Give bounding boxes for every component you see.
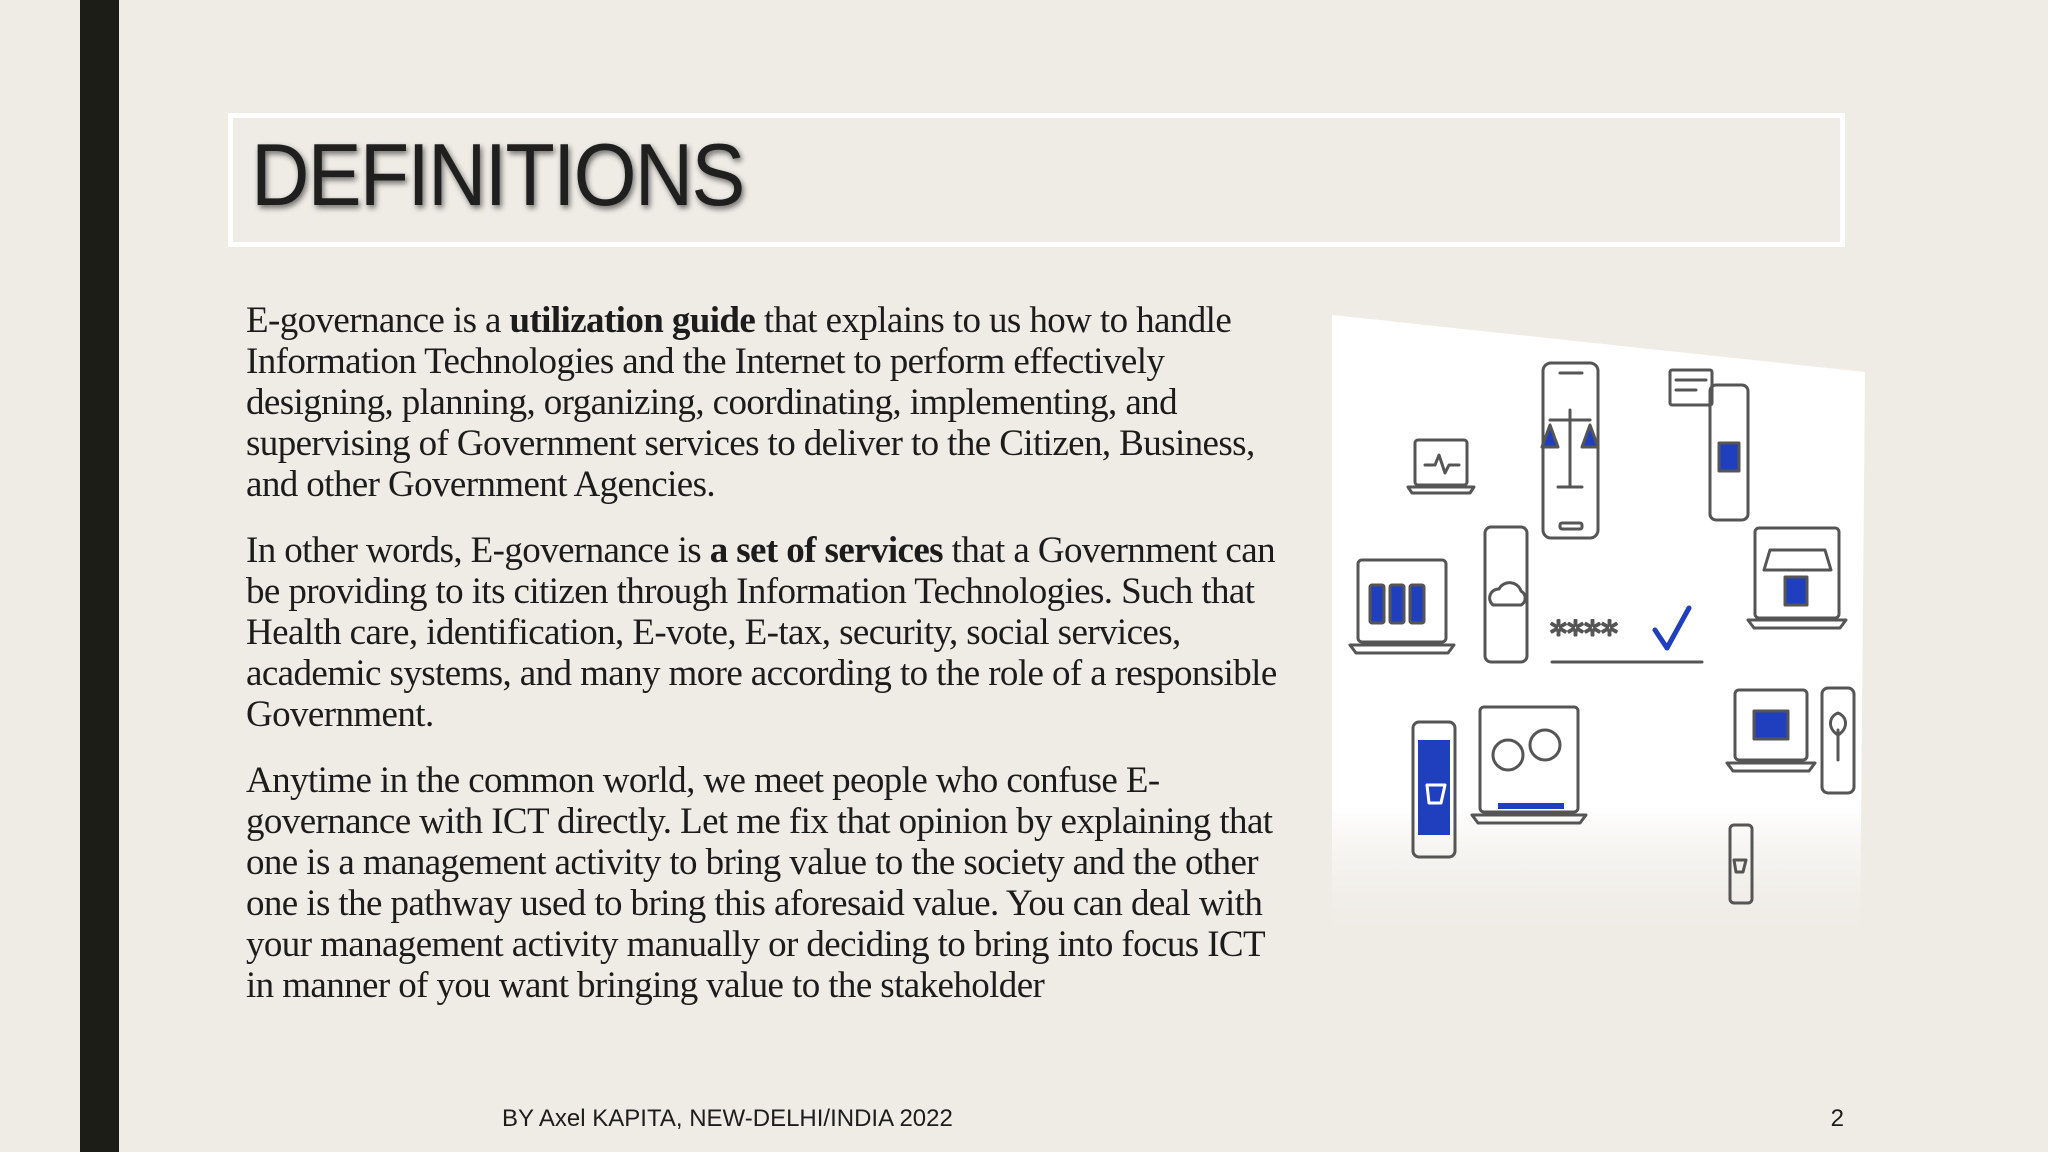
paragraph-1-text-start: E-governance is a (246, 300, 510, 341)
e-governance-illustration (1330, 315, 1865, 945)
title-box (228, 113, 1845, 247)
paragraph-2-text-end: that a Government can be providing to its citizen through Information Technologies. Such that Health care, identification, E-vote, E-tax, security, social services, academic systems, and many more according to the role of a responsible Government. (246, 530, 1277, 735)
paragraph-1-text-end: that explains to us how to handle Information Technologies and the Internet to perform effectively designing, planning, organizing, coordinating, implementing, and supervising of Government services to deliver to the Citizen, Business, and other Government Agencies. (246, 300, 1255, 505)
slide-title: DEFINITIONS (251, 125, 744, 224)
paragraph-2 (246, 530, 1286, 735)
body-text (246, 300, 1286, 1031)
footer-author: BY Axel KAPITA, NEW-DELHI/INDIA 2022 (502, 1105, 953, 1132)
paragraph-1-bold: utilization guide (509, 300, 756, 341)
paragraph-2-text-start: In other words, E-governance is (246, 530, 710, 571)
page-number: 2 (1830, 1105, 1844, 1132)
paragraph-2-bold: a set of services (709, 530, 943, 571)
paragraph-3: Anytime in the common world, we meet people who confuse E-governance with ICT directly. Let me fix that opinion by explaining that one is a management activity to bring value to the society and the other one is the pathway used to bring this aforesaid value. You can deal with your management activity manually or deciding to bring into focus ICT in manner of you want bringing value to the stakeholder (246, 760, 1273, 1006)
paragraph-1 (246, 300, 1286, 505)
password-stars: **** (1550, 614, 1618, 654)
illustration-svg (1330, 315, 1865, 945)
left-accent-bar (80, 0, 119, 1152)
